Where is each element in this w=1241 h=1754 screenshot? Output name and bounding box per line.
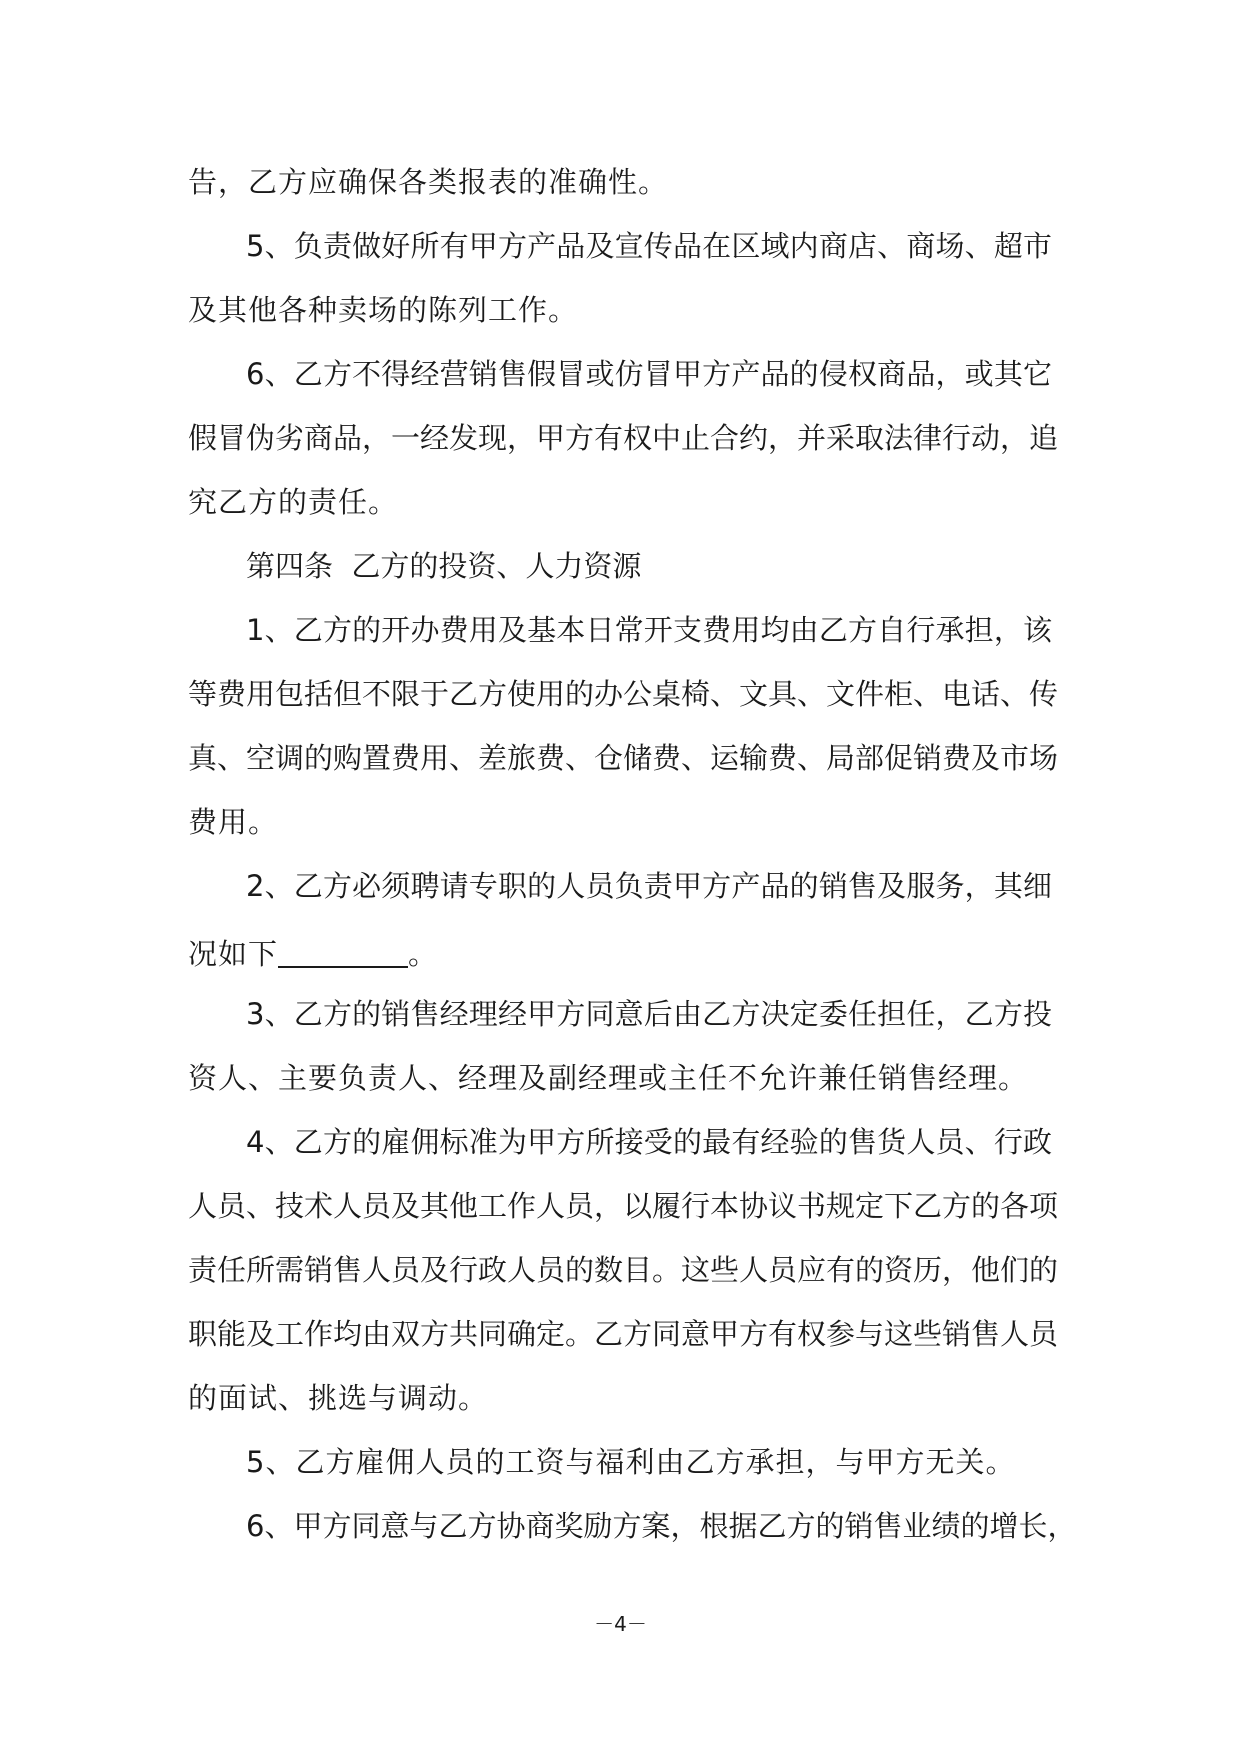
paragraph-line: 告，乙方应确保各类报表的准确性。	[188, 165, 669, 199]
paragraph-line: 2、乙方必须聘请专职的人员负责甲方产品的销售及服务，其细	[246, 869, 1052, 903]
paragraph-line: 究乙方的责任。	[188, 485, 399, 519]
paragraph-line: 及其他各种卖场的陈列工作。	[188, 293, 579, 327]
section-heading-text: 第四条 乙方的投资、人力资源	[246, 549, 642, 583]
paragraph-line	[188, 930, 438, 974]
paragraph-line: 人员、技术人员及其他工作人员，以履行本协议书规定下乙方的各项	[188, 1189, 1059, 1223]
paragraph-line: 等费用包括但不限于乙方使用的办公桌椅、文具、文件柜、电话、传	[188, 677, 1059, 711]
paragraph-line: 3、乙方的销售经理经甲方同意后由乙方决定委任担任，乙方投	[246, 997, 1052, 1031]
section-heading	[246, 546, 641, 586]
paragraph-line: 1、乙方的开办费用及基本日常开支费用均由乙方自行承担，该	[246, 613, 1052, 647]
paragraph-line: 4、乙方的雇佣标准为甲方所接受的最有经验的售货人员、行政	[246, 1125, 1052, 1159]
paragraph-line: 费用。	[188, 805, 279, 839]
paragraph-line: 真、空调的购置费用、差旅费、仓储费、运输费、局部促销费及市场	[188, 741, 1059, 775]
paragraph-line: 假冒伪劣商品，一经发现，甲方有权中止合约，并采取法律行动，追	[188, 421, 1059, 455]
paragraph-line: 责任所需销售人员及行政人员的数目。这些人员应有的资历，他们的	[188, 1253, 1059, 1287]
paragraph-line: 5、乙方雇佣人员的工资与福利由乙方承担，与甲方无关。	[246, 1445, 1016, 1479]
fill-in-blank	[278, 934, 408, 968]
paragraph-line: 6、乙方不得经营销售假冒或仿冒甲方产品的侵权商品，或其它	[246, 357, 1052, 391]
paragraph-line: 的面试、挑选与调动。	[188, 1381, 489, 1415]
paragraph-line: 职能及工作均由双方共同确定。乙方同意甲方有权参与这些销售人员	[188, 1317, 1059, 1351]
paragraph-line: 6、甲方同意与乙方协商奖励方案，根据乙方的销售业绩的增长，	[246, 1509, 1077, 1543]
page-number: －4－	[594, 1612, 647, 1636]
paragraph-line: 5、负责做好所有甲方产品及宣传品在区域内商店、商场、超市	[246, 229, 1052, 263]
paragraph-text: 。	[408, 937, 439, 971]
paragraph-text: 况如下	[188, 937, 279, 971]
paragraph-line: 资人、主要负责人、经理及副经理或主任不允许兼任销售经理。	[188, 1061, 1029, 1095]
